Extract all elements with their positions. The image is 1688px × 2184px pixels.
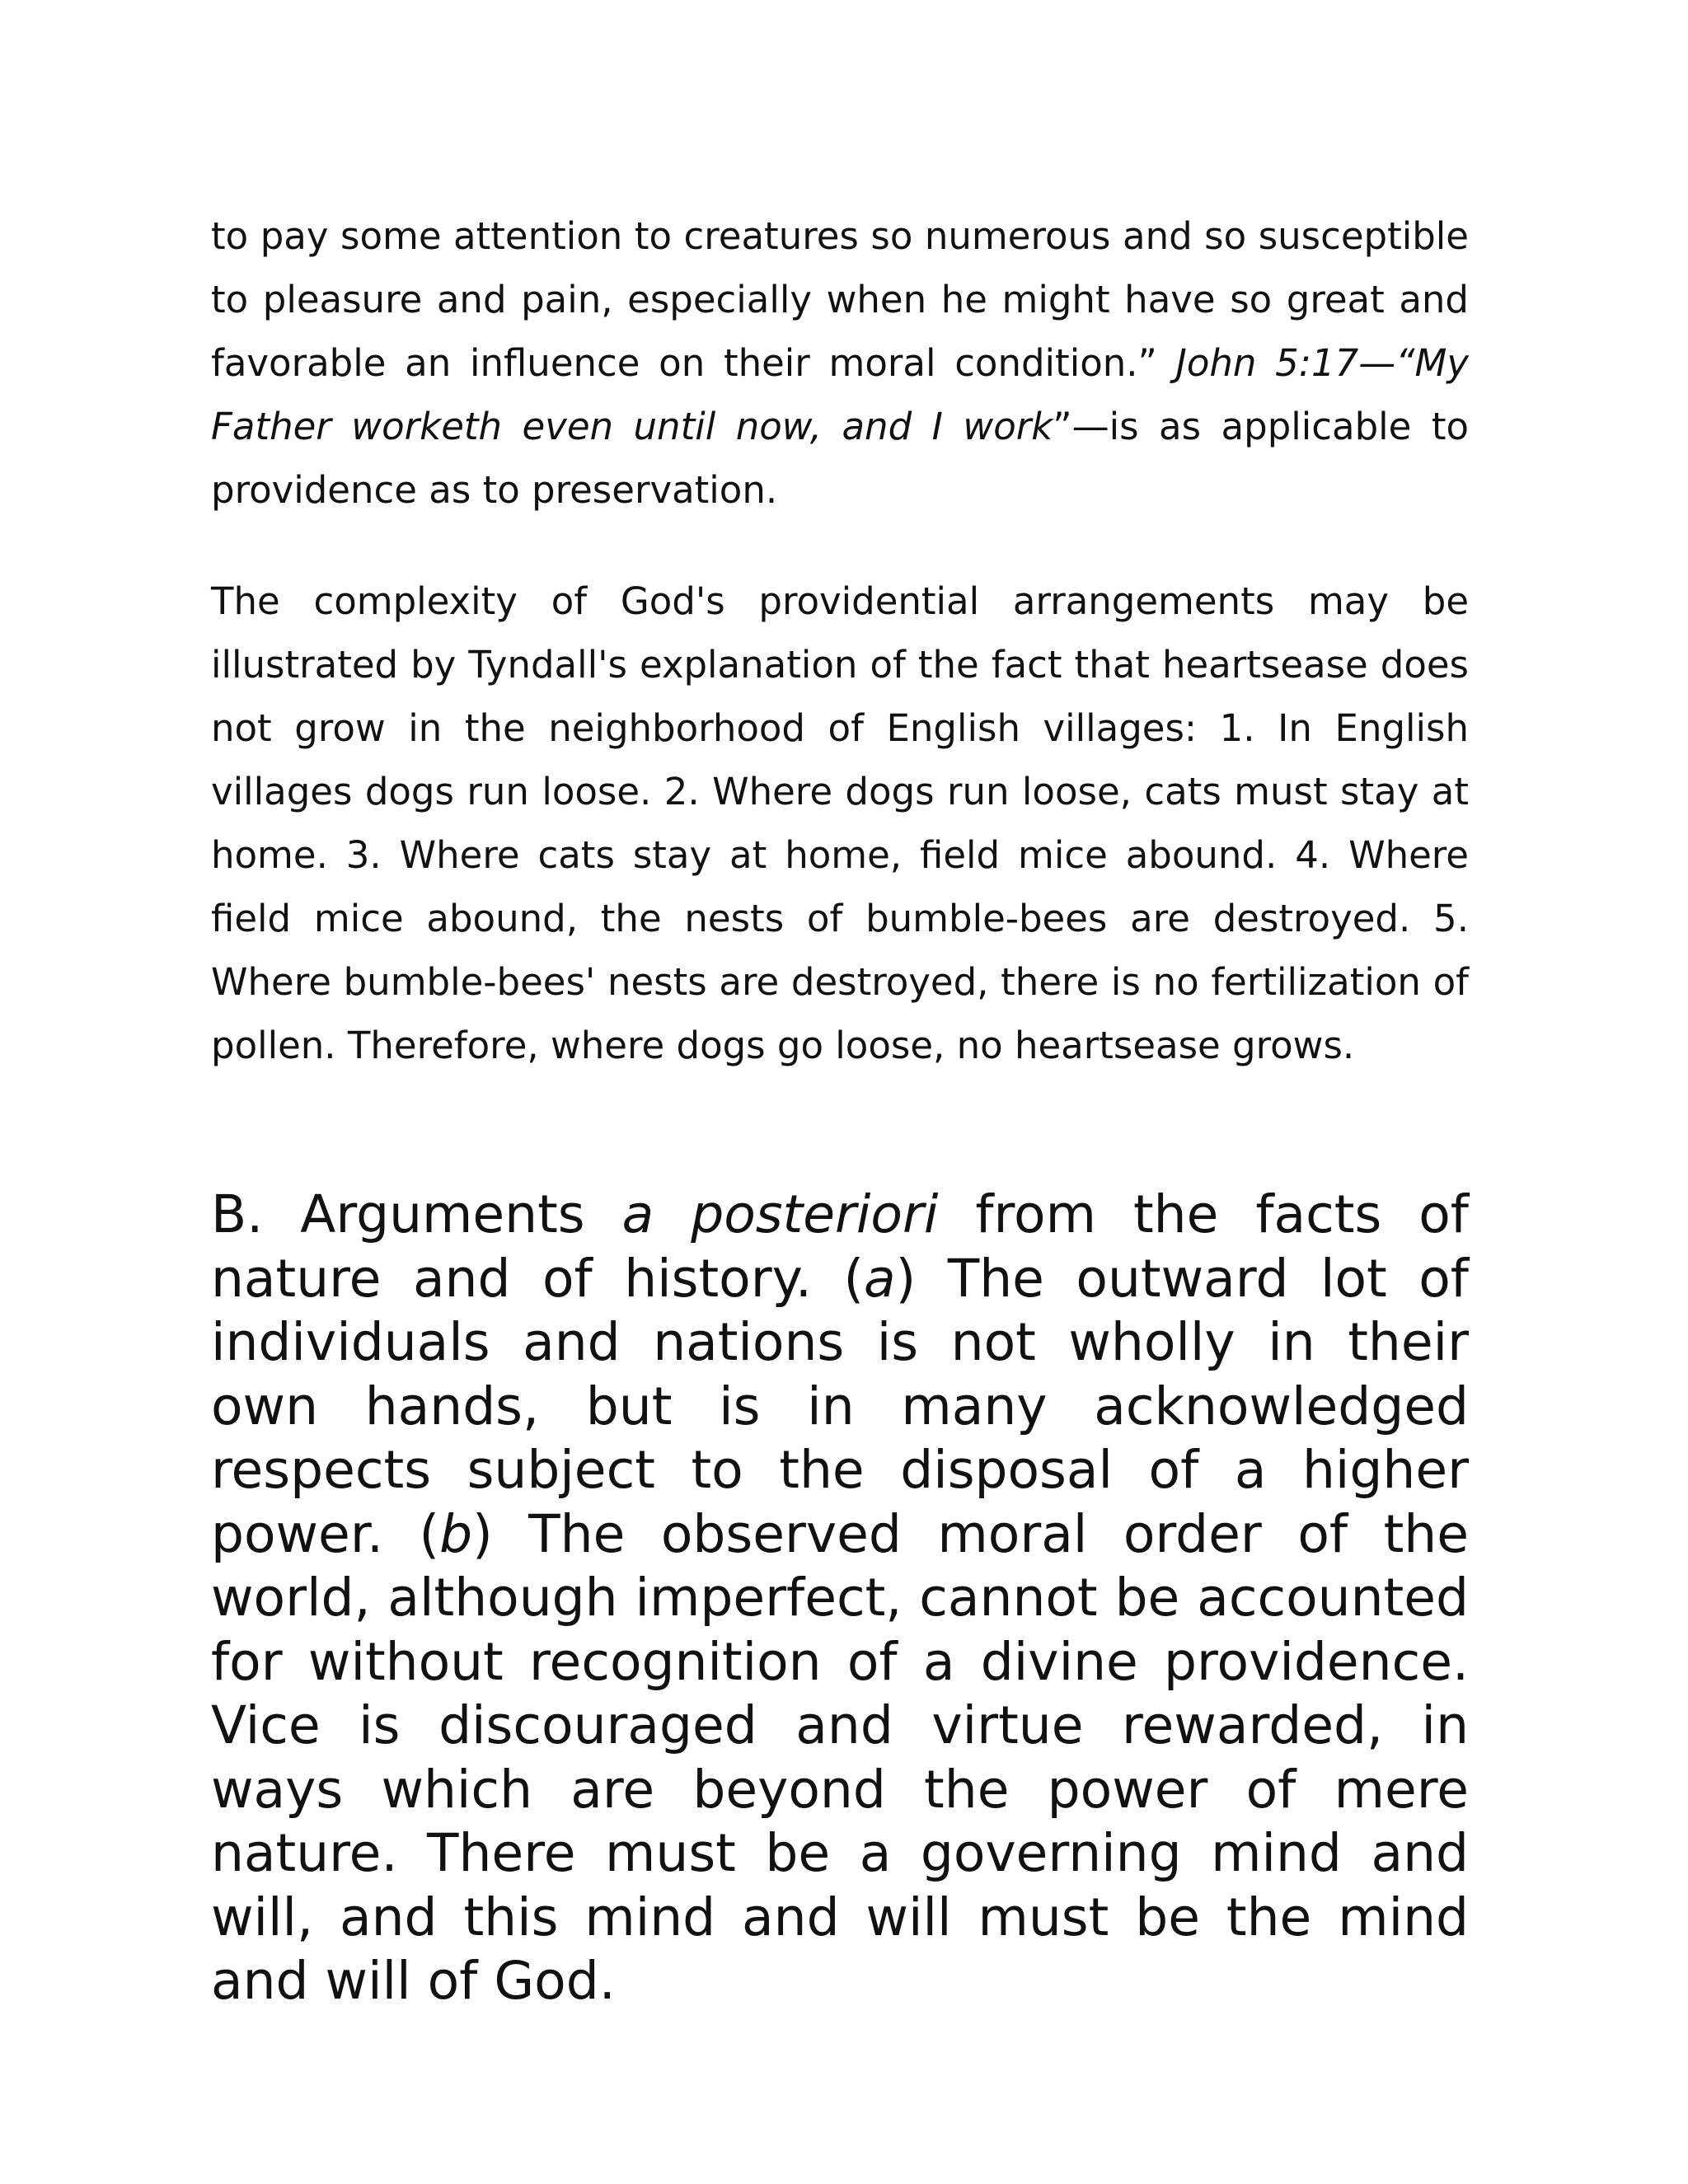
- paragraph-text: to pay some attention to creatures so numerous and so susceptible to pleasure and pain, especially when he might have so great and favorable an influence on their moral condition.”: [211, 214, 1469, 385]
- latin-term: a posteriori: [621, 1184, 939, 1244]
- scripture-citation: John 5:17: [1175, 341, 1359, 385]
- paragraph-text: The complexity of God's providential arrangements may be illustrated by Tyndall's explanation of the fact that heartsease does not grow in the neighborhood of English villages: 1. In English villages dogs run loose. 2. Where dogs run loose, cats must stay at home. 3. Where cats stay at home, field mice abound. 4. Where field mice abound, the nests of bumble-bees are destroyed. 5. Where bumble-bees' nests are destroyed, there is no fertilization of pollen. Therefore, where dogs go loose, no heartsease grows.: [211, 579, 1469, 1067]
- paragraph-tyndall: [211, 569, 1469, 1077]
- list-marker-a: a: [864, 1248, 896, 1309]
- section-text: ) The outward lot of individuals and nations is not wholly in their own hands, but is in many acknowledged respects subject to the disposal of a higher power. (: [211, 1248, 1469, 1564]
- page-content: [211, 204, 1469, 2013]
- list-marker-b: b: [439, 1503, 473, 1564]
- section-text: from the facts of nature and of history. (: [211, 1184, 1469, 1309]
- paragraph-preservation: [211, 204, 1469, 522]
- paragraph-text: ”—is as applicable to providence as to preservation.: [211, 405, 1469, 512]
- scripture-quote: My Father worketh even until now, and I work: [211, 341, 1470, 448]
- section-text: ) The observed moral order of the world, although imperfect, cannot be accounted for without recognition of a divine providence. Vice is discouraged and virtue rewarded, in ways which are beyond the power of mere nature. There must be a governing mind and will, and this mind and will must be the mind and will of God.: [211, 1503, 1469, 2011]
- section-b-arguments: [211, 1183, 1469, 2013]
- section-text: B. Arguments: [211, 1184, 622, 1244]
- quote-dash: —“: [1358, 341, 1415, 385]
